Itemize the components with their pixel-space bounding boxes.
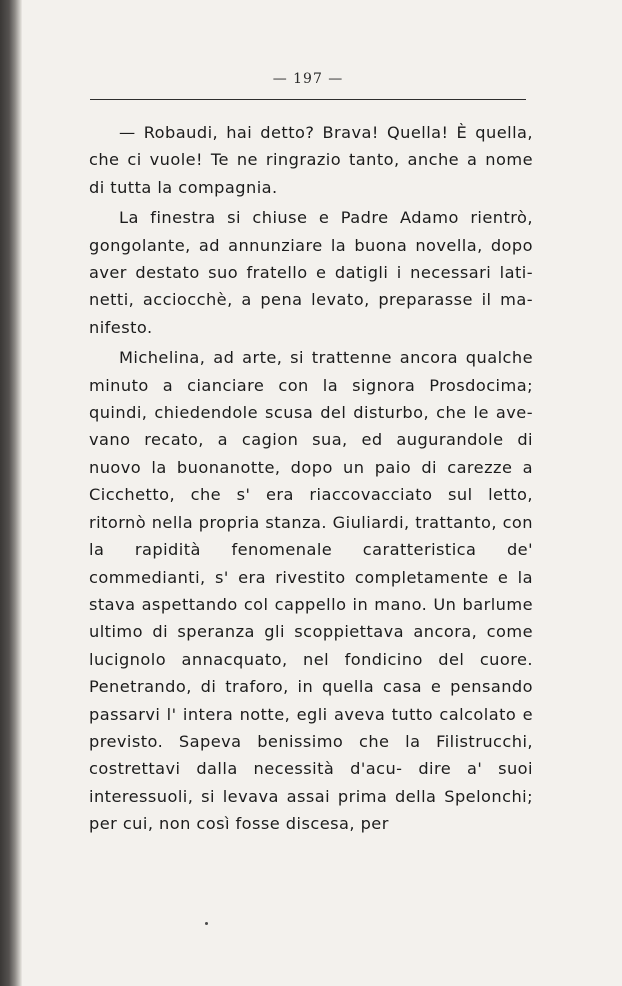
header-rule [90, 99, 526, 100]
text-line: — Robaudi, hai detto? Brava! Quella! È quella, [119, 123, 533, 142]
text-line: La finestra si chiuse e Padre Adamo rientrò, [119, 208, 533, 228]
text-line: che ci vuole! Te ne ringrazio tanto, anche a nome [89, 150, 533, 170]
text-line: aveva tutto calcolato e previsto. Sapeva benissimo [89, 704, 533, 751]
text-line: nel fondicino del cuore. Penetrando, di traforo, in [89, 649, 533, 697]
text-line: gli scoppiettava ancora, come lucignolo annacquato, [89, 622, 533, 669]
text-line: dire a' suoi interessuoli, si levava assai prima della [89, 759, 533, 806]
text-line: quella casa e pensando passarvi l' intera notte, egli [89, 677, 533, 724]
text-line: propria stanza. Giuliardi, trattanto, con la rapidità [89, 512, 533, 560]
text-line: cappello in mano. Un barlume ultimo di speranza [89, 594, 533, 642]
text-line: aver destato suo fratello e datigli i necessari lati- [89, 263, 533, 283]
text-line: che la Filistrucchi, costrettavi dalla necessità d'acu- [89, 731, 533, 779]
page-number: — 197 — [272, 71, 344, 87]
text-line: di tutta la compagnia. [89, 177, 278, 197]
text-line: nifesto. [89, 317, 153, 337]
text-line: vano recato, a cagion sua, ed augurandole di nuovo [89, 430, 533, 477]
book-spine-shadow [0, 0, 22, 986]
paragraph-1 [89, 119, 533, 201]
text-line: minuto a cianciare con la signora Prosdocima; [89, 375, 533, 395]
text-line: Michelina, ad arte, si trattenne ancora qualche [119, 348, 533, 368]
text-line: netti, acciocchè, a pena levato, preparasse il ma- [89, 290, 533, 310]
text-line: che s' era riaccovacciato sul letto, ritornò nella [89, 485, 533, 532]
text-line: la buonanotte, dopo un paio di carezze a Cicchetto, [89, 457, 533, 505]
text-line: gongolante, ad annunziare la buona novella, dopo [89, 235, 533, 255]
text-line: Spelonchi; per cui, non così fosse discesa, per [89, 786, 533, 834]
text-line: rivestito completamente e la stava aspettando col [89, 567, 533, 614]
paragraph-3 [89, 344, 533, 837]
body-text [89, 119, 533, 838]
paper-speck [205, 922, 208, 925]
text-line: quindi, chiedendole scusa del disturbo, che le ave- [89, 403, 533, 423]
text-line: fenomenale caratteristica de' commedianti, s' era [89, 540, 533, 587]
paragraph-2 [89, 204, 533, 341]
